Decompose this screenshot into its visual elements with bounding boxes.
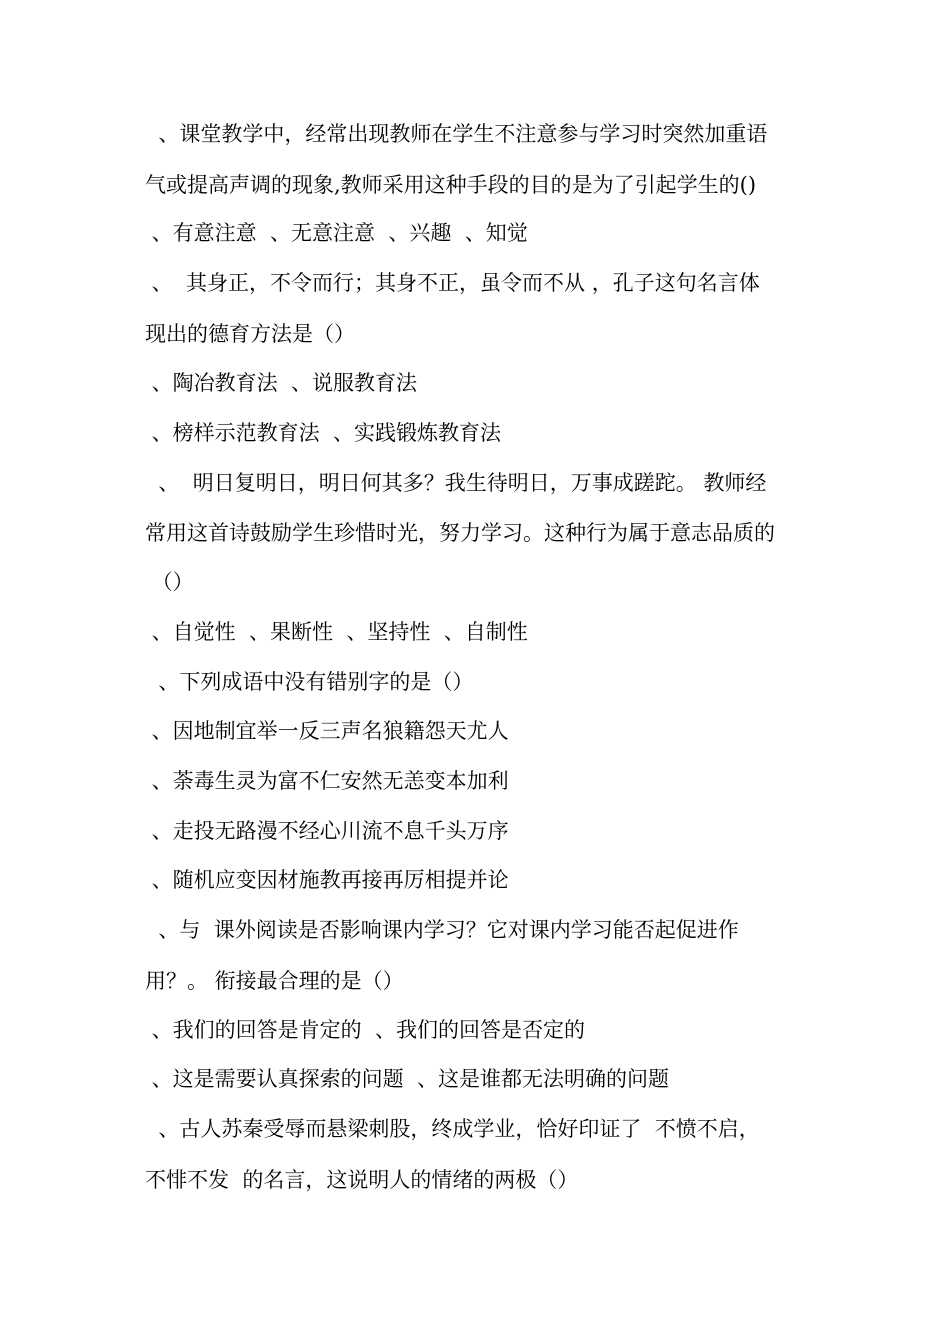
q3-stem-line-3: （） [145, 570, 194, 594]
q5-stem-line-2: 用？。 衔接最合理的是（） [145, 969, 404, 993]
q6-stem-line-2: 不悱不发 的名言，这说明人的情绪的两极（） [145, 1168, 579, 1192]
q2-options-row-2: 、榜样示范教育法 、实践锻炼教育法 [145, 421, 502, 445]
q5-options-row-1: 、我们的回答是肯定的 、我们的回答是否定的 [145, 1018, 586, 1042]
q3-stem-line-1: 、 明日复明日，明日何其多？我生待明日，万事成蹉跎。 教师经 [145, 471, 767, 495]
q6-stem-line-1: 、古人苏秦受辱而悬梁刺股，终成学业，恰好印证了 不愤不启， [145, 1117, 760, 1141]
q1-stem-line-2: 气或提高声调的现象,教师采用这种手段的目的是为了引起学生的() [145, 173, 757, 197]
q4-option-d: 、随机应变因材施教再接再厉相提并论 [145, 868, 509, 892]
q5-stem-line-1: 、与 课外阅读是否影响课内学习？它对课内学习能否起促进作 [145, 918, 739, 942]
q4-option-b: 、荼毒生灵为富不仁安然无恙变本加利 [145, 769, 509, 793]
q4-stem: 、下列成语中没有错别字的是（） [145, 670, 474, 694]
q2-options-row-1: 、陶冶教育法 、说服教育法 [145, 371, 418, 395]
q2-stem-line-1: 、 其身正，不令而行；其身不正，虽令而不从 ，孔子这句名言体 [145, 271, 760, 295]
q2-stem-line-2: 现出的德育方法是（） [145, 322, 355, 346]
q4-option-c: 、走投无路漫不经心川流不息千头万序 [145, 819, 509, 843]
q3-options: 、自觉性 、果断性 、坚持性 、自制性 [145, 620, 528, 644]
q5-options-row-2: 、这是需要认真探索的问题 、这是谁都无法明确的问题 [145, 1067, 670, 1091]
q4-option-a: 、因地制宜举一反三声名狼籍怨天尤人 [145, 719, 509, 743]
q1-stem-line-1: 、课堂教学中，经常出现教师在学生不注意参与学习时突然加重语 [145, 122, 768, 146]
q3-stem-line-2: 常用这首诗鼓励学生珍惜时光，努力学习。这种行为属于意志品质的 [145, 521, 775, 545]
q1-options: 、有意注意 、无意注意 、兴趣 、知觉 [145, 221, 528, 245]
